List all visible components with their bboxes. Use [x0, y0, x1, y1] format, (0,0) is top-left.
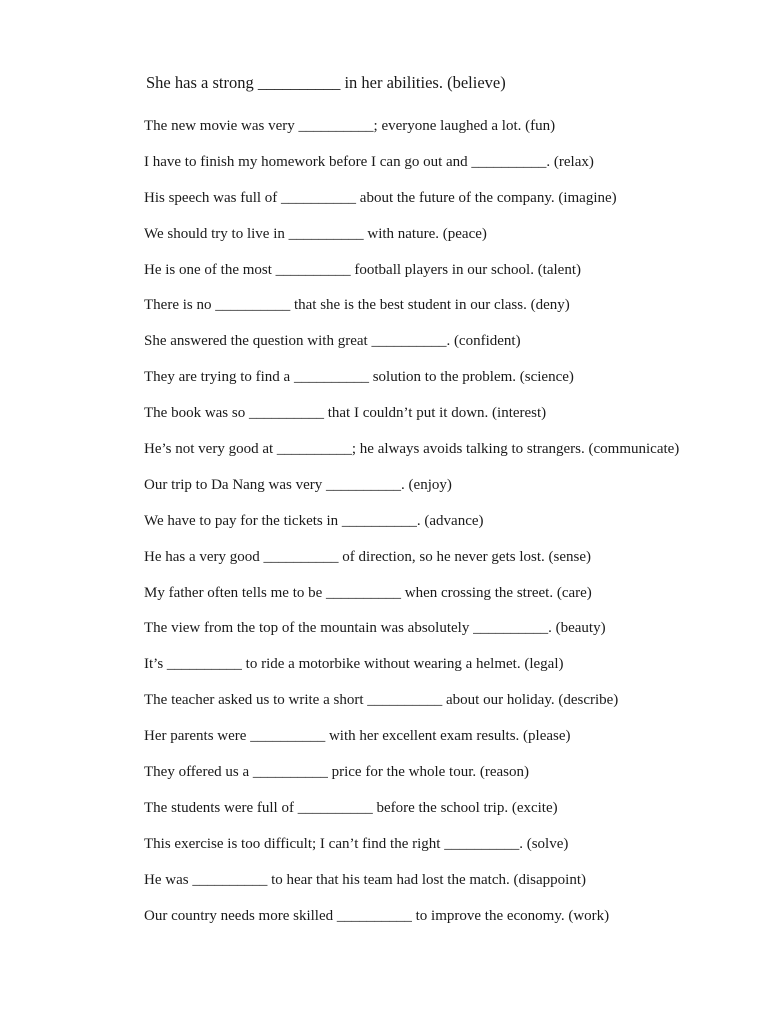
exercise-item: This exercise is too difficult; I can’t find the right __________. (solve): [144, 835, 569, 852]
exercise-item: Our country needs more skilled __________ to improve the economy. (work): [144, 907, 610, 924]
exercise-item: He’s not very good at __________; he always avoids talking to strangers. (communicate): [144, 441, 680, 458]
exercise-item: It’s __________ to ride a motorbike without wearing a helmet. (legal): [144, 656, 564, 673]
exercise-heading: She has a strong __________ in her abilities. (believe): [146, 73, 506, 92]
exercise-item: Her parents were __________ with her excellent exam results. (please): [144, 728, 571, 745]
exercise-item: The new movie was very __________; everyone laughed a lot. (fun): [144, 118, 556, 134]
exercise-item: The view from the top of the mountain was absolutely __________. (beauty): [144, 620, 606, 637]
exercise-item: We should try to live in __________ with nature. (peace): [144, 225, 487, 242]
exercise-item: She answered the question with great __________. (confident): [144, 333, 521, 350]
exercise-item: His speech was full of __________ about the future of the company. (imagine): [144, 189, 617, 206]
exercise-item: The teacher asked us to write a short __________ about our holiday. (describe): [144, 692, 619, 709]
exercise-item: My father often tells me to be __________ when crossing the street. (care): [144, 584, 592, 601]
exercise-item: He has a very good __________ of direction, so he never gets lost. (sense): [144, 548, 591, 565]
exercise-item: They offered us a __________ price for the whole tour. (reason): [144, 764, 530, 781]
exercise-item: We have to pay for the tickets in __________. (advance): [144, 512, 484, 529]
exercise-item: I have to finish my homework before I can go out and __________. (relax): [144, 153, 594, 170]
exercise-item: They are trying to find a __________ solution to the problem. (science): [144, 369, 574, 386]
exercise-list: [144, 115, 679, 940]
exercise-item: The book was so __________ that I couldn’t put it down. (interest): [144, 405, 547, 422]
exercise-item: There is no __________ that she is the best student in our class. (deny): [144, 297, 570, 314]
exercise-item: He is one of the most __________ football players in our school. (talent): [144, 261, 581, 278]
exercise-item: Our trip to Da Nang was very __________. (enjoy): [144, 476, 452, 493]
exercise-item: He was __________ to hear that his team had lost the match. (disappoint): [144, 871, 586, 888]
exercise-item: The students were full of __________ before the school trip. (excite): [144, 799, 558, 816]
